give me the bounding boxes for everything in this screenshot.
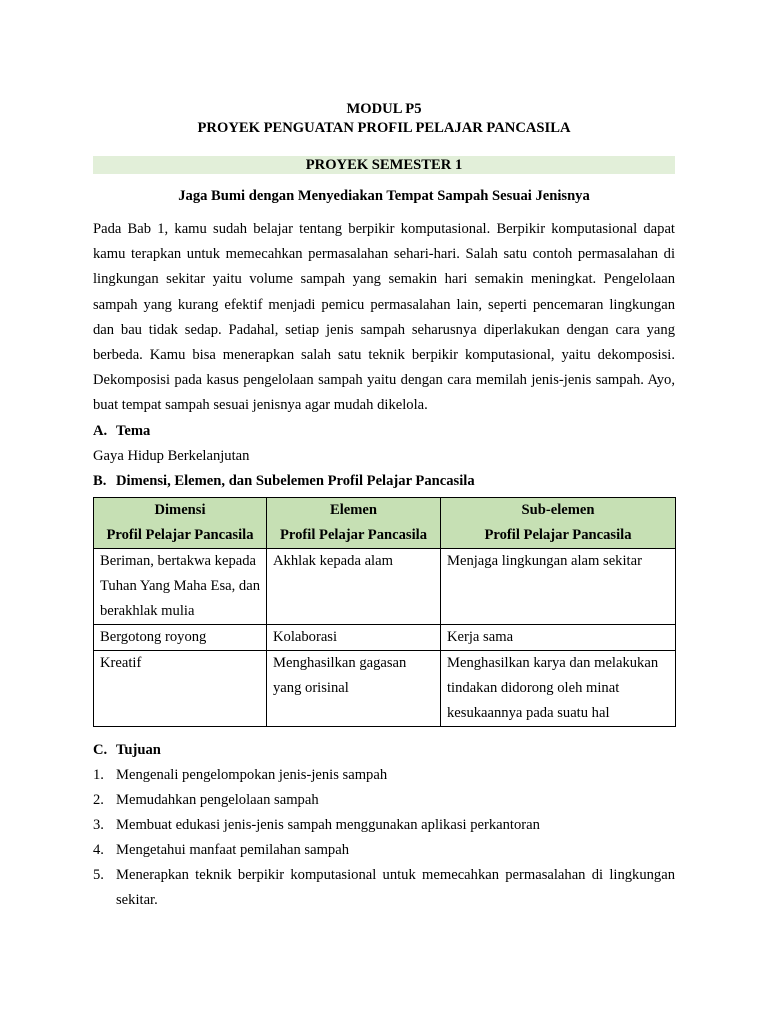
list-number: 2. bbox=[93, 791, 104, 808]
table-row bbox=[94, 624, 676, 650]
table-cell: Menjaga lingkungan alam sekitar bbox=[441, 548, 676, 624]
spacer bbox=[93, 727, 675, 738]
table-cell: Beriman, bertakwa kepada Tuhan Yang Maha Esa, dan berakhlak mulia bbox=[94, 548, 267, 624]
page-content bbox=[93, 100, 675, 913]
table-cell: Menghasilkan gagasan yang orisinal bbox=[267, 650, 441, 726]
header-line: Sub-elemen bbox=[521, 501, 595, 518]
table-cell: Akhlak kepada alam bbox=[267, 548, 441, 624]
list-text: Mengetahui manfaat pemilahan sampah bbox=[116, 841, 350, 858]
list-text: Mengenali pengelompokan jenis-jenis sampah bbox=[116, 766, 388, 783]
header-line: Elemen bbox=[329, 501, 378, 518]
table-cell: Kreatif bbox=[94, 650, 267, 726]
header-line: Profil Pelajar Pancasila bbox=[106, 526, 254, 543]
list-number: 3. bbox=[93, 816, 104, 833]
table-header-row bbox=[94, 497, 676, 548]
goals-list bbox=[93, 763, 675, 913]
list-text: Membuat edukasi jenis-jenis sampah menggunakan aplikasi perkantoran bbox=[116, 816, 540, 833]
profile-table bbox=[93, 497, 676, 727]
list-number: 4. bbox=[93, 841, 104, 858]
section-c-title: Tujuan bbox=[116, 741, 161, 758]
header-line: Dimensi bbox=[154, 501, 206, 518]
list-item bbox=[93, 763, 675, 788]
list-item bbox=[93, 838, 675, 863]
table-cell: Kerja sama bbox=[441, 624, 676, 650]
section-c-heading bbox=[93, 738, 675, 763]
theme-value: Gaya Hidup Berkelanjutan bbox=[93, 447, 250, 464]
table-row bbox=[94, 548, 676, 624]
list-item bbox=[93, 788, 675, 813]
header-line: Profil Pelajar Pancasila bbox=[280, 526, 427, 543]
list-number: 1. bbox=[93, 766, 104, 783]
list-text: Memudahkan pengelolaan sampah bbox=[116, 791, 319, 808]
list-text: Menerapkan teknik berpikir komputasional untuk memecahkan permasalahan di lingkungan sekitar. bbox=[116, 866, 675, 908]
section-a-heading bbox=[93, 419, 675, 444]
table-cell: Kolaborasi bbox=[267, 624, 441, 650]
section-b-label: B. bbox=[93, 472, 107, 489]
list-number: 5. bbox=[93, 866, 104, 883]
semester-band: PROYEK SEMESTER 1 bbox=[93, 156, 675, 174]
header-sub-elemen bbox=[441, 497, 676, 548]
list-item bbox=[93, 863, 675, 913]
section-a-title: Tema bbox=[116, 422, 151, 439]
project-title: PROYEK PENGUATAN PROFIL PELAJAR PANCASILA bbox=[197, 120, 571, 136]
project-subtitle: Jaga Bumi dengan Menyediakan Tempat Sampah Sesuai Jenisnya bbox=[178, 188, 590, 204]
header-dimensi bbox=[94, 497, 267, 548]
section-c-label: C. bbox=[93, 741, 108, 758]
section-b-title: Dimensi, Elemen, dan Subelemen Profil Pelajar Pancasila bbox=[116, 472, 475, 489]
module-title: MODUL P5 bbox=[346, 101, 422, 117]
table-row bbox=[94, 650, 676, 726]
list-item bbox=[93, 813, 675, 838]
section-a-label: A. bbox=[93, 422, 108, 439]
header-line: Profil Pelajar Pancasila bbox=[484, 526, 632, 543]
intro-paragraph: Pada Bab 1, kamu sudah belajar tentang berpikir komputasional. Berpikir komputasional dapat kamu terapkan untuk memecahkan permasalahan sehari-hari. Salah satu contoh permasalahan di lingkungan sekitar yaitu volume sampah yang semakin hari semakin meningkat. Pengelolaan sampah yang kurang efektif menjadi pemicu permasalahan lain, seperti pencemaran lingkungan dan bau tidak sedap. Padahal, setiap jenis sampah seharusnya diperlakukan dengan cara yang berbeda. Kamu bisa menerapkan salah satu teknik berpikir komputasional, yaitu dekomposisi. Dekomposisi pada kasus pengelolaan sampah yaitu dengan cara memilah jenis-jenis sampah. Ayo, buat tempat sampah sesuai jenisnya agar mudah dikelola. bbox=[93, 221, 675, 414]
section-b-heading bbox=[93, 469, 675, 494]
table-cell: Menghasilkan karya dan melakukan tindakan didorong oleh minat kesukaannya pada suatu hal bbox=[441, 650, 676, 726]
header-elemen bbox=[267, 497, 441, 548]
table-cell: Bergotong royong bbox=[94, 624, 267, 650]
